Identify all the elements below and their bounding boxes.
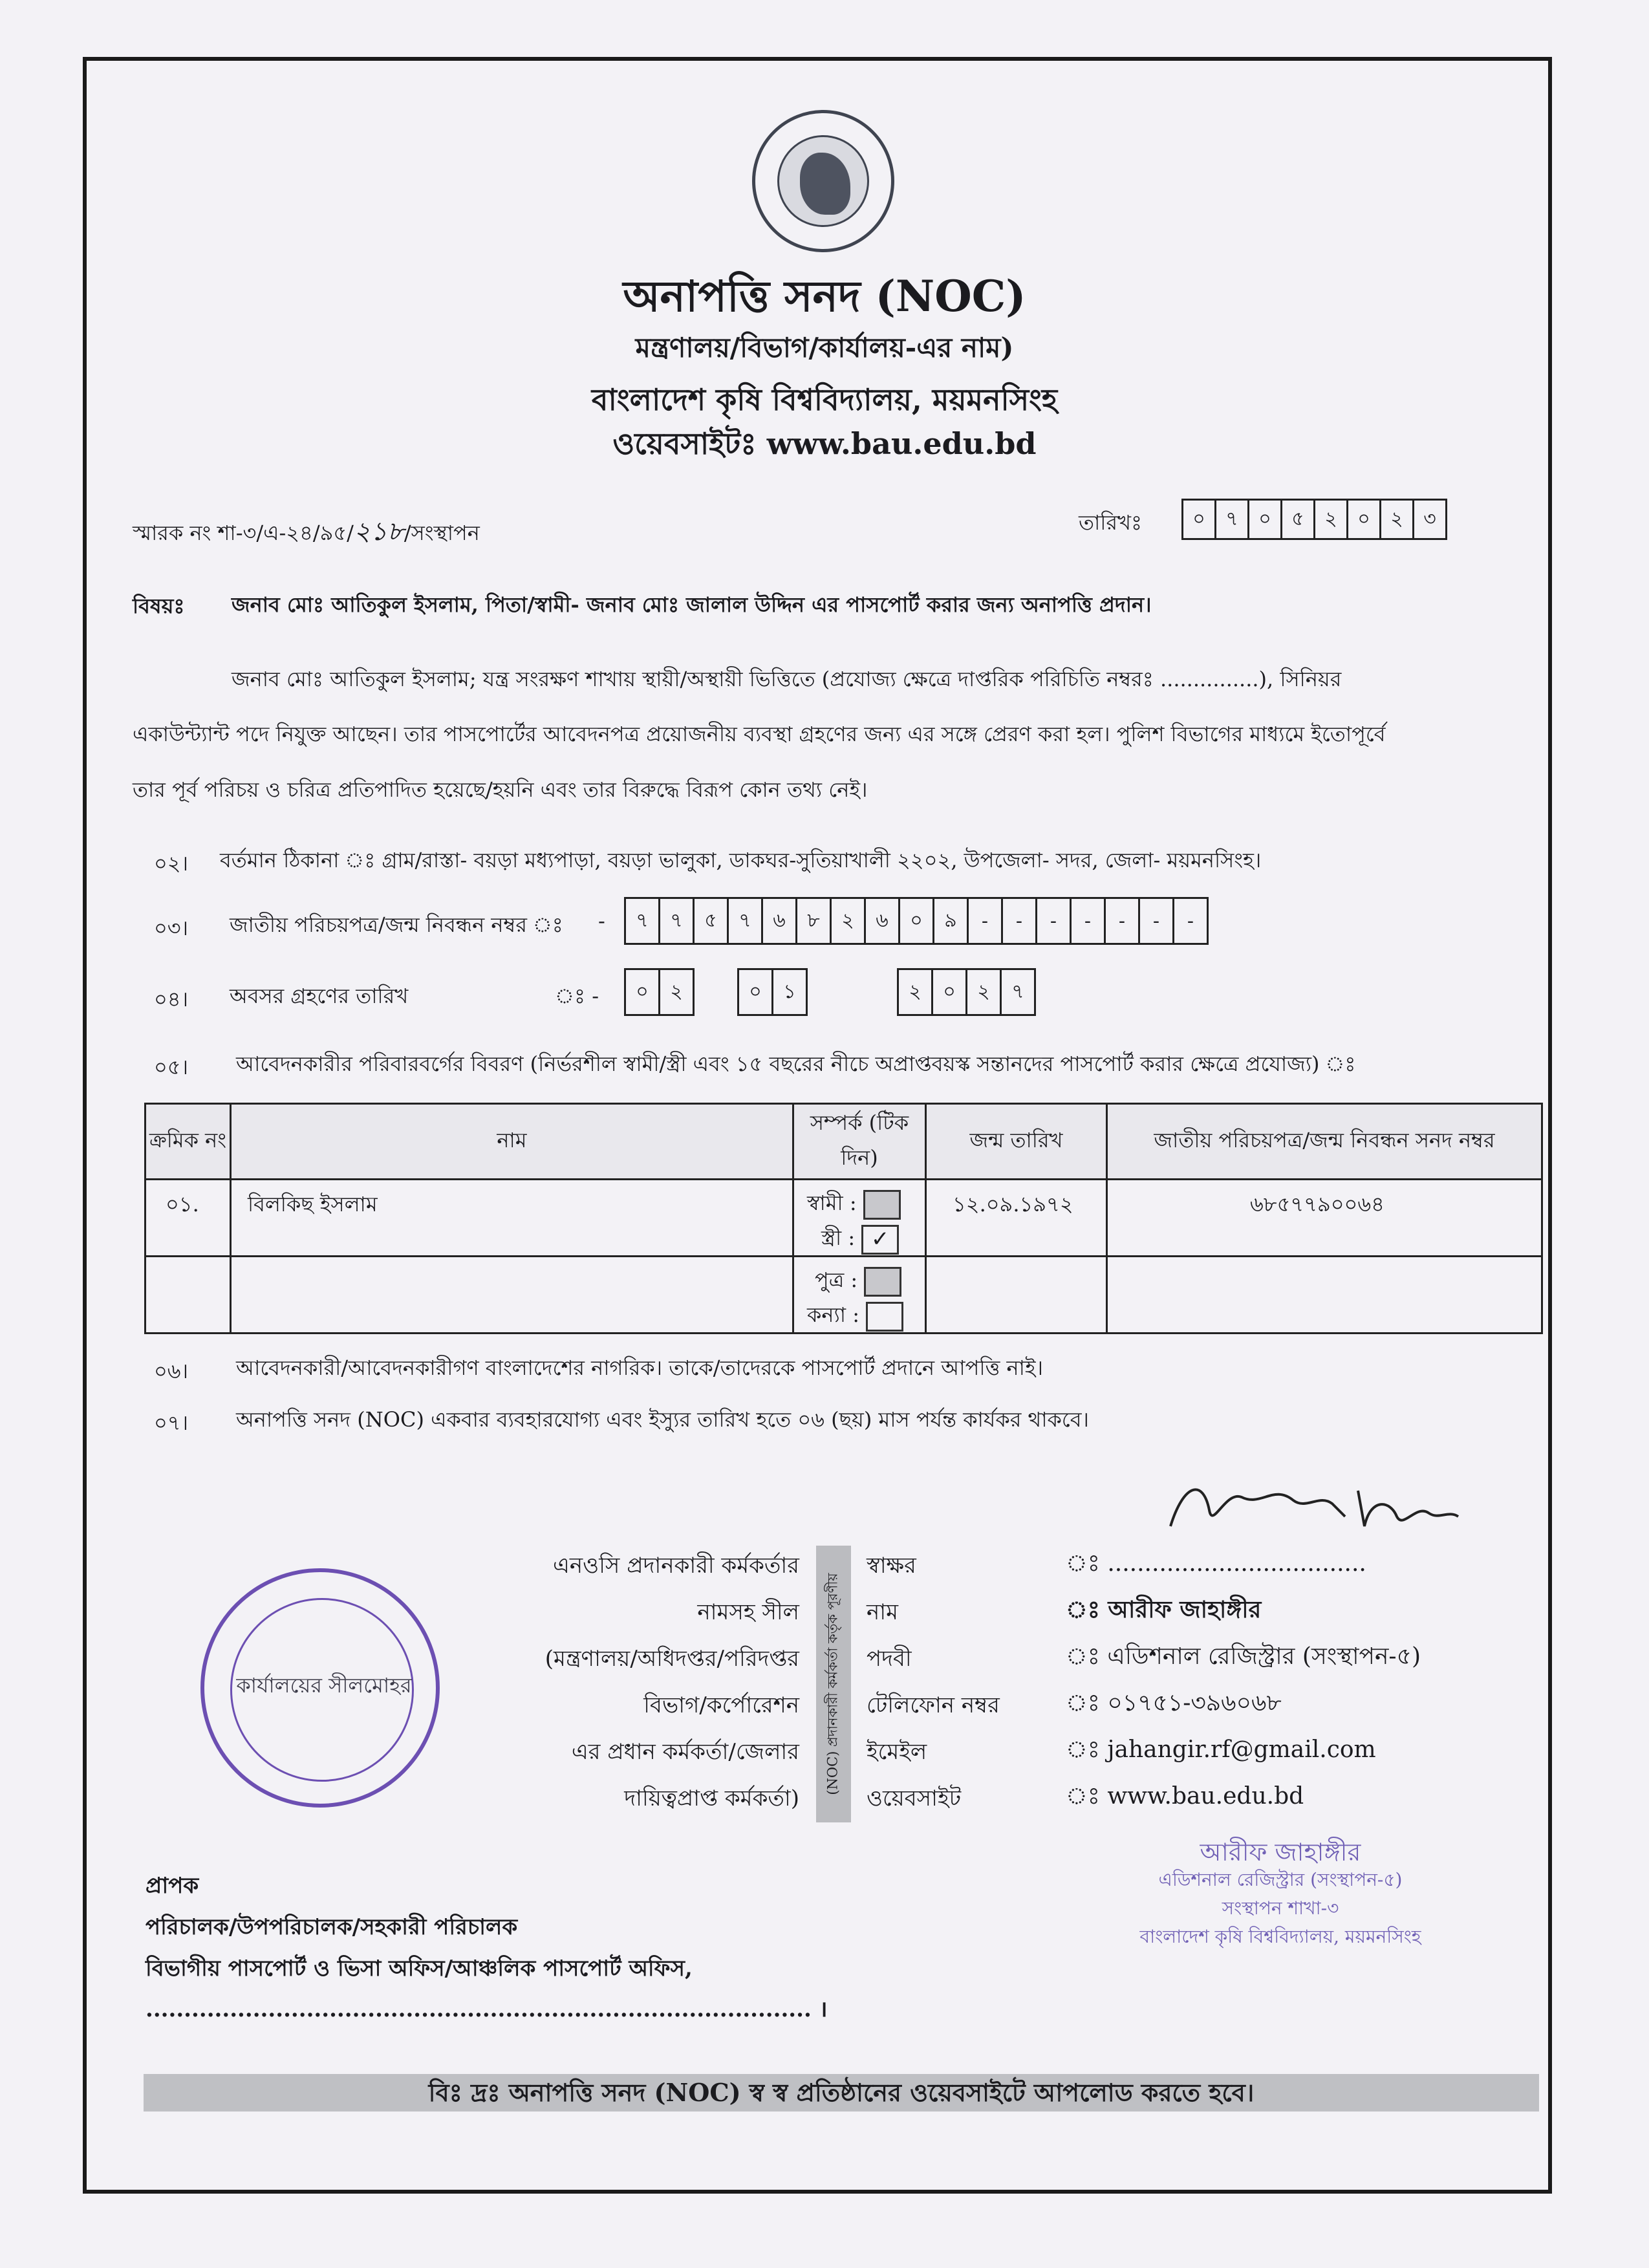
row-nid [1107,1257,1542,1334]
recipient-line: পরিচালক/উপপরিচালক/সহকারী পরিচালক [146,1914,518,1940]
item-05-text: আবেদনকারীর পরিবারবর্গের বিবরণ (নির্ভরশীল স্বামী/স্ত্রী এবং ১৫ বছরের নীচে অপ্রাপ্তবয়স্ক সন্তানদের পাসপোর্ট করার ক্ষেত্রে প্রযোজ্য) ঃ [236,1052,1356,1076]
wife-checkbox[interactable]: ✓ [861,1225,899,1255]
row-name [231,1257,793,1334]
row-nid: ৬৮৫৭৭৯০০৬৪ [1107,1180,1542,1257]
item-06-text: আবেদনকারী/আবেদনকারীগণ বাংলাদেশের নাগরিক। তাকে/তাদেরকে পাসপোর্ট প্রদানে আপত্তি নাই। [236,1355,1044,1380]
relation-husband-label: স্বামী : [807,1191,857,1215]
digit-box: ১ [771,968,808,1016]
digit-box: ২ [658,968,695,1016]
office-stamp-text: কার্যালয়ের সীলমোহর [236,1673,412,1698]
digit-box: ৬ [761,897,797,945]
officer-field-label: ওয়েবসাইট [867,1786,962,1811]
officer-left-line: এনওসি প্রদানকারী কর্মকর্তার [553,1553,799,1579]
family-table [144,1103,1543,1334]
officer-field-label: ইমেইল [867,1739,927,1765]
item-03-dash: - [598,909,605,933]
subject-label: বিষয়ঃ [133,594,185,618]
website-line: ওয়েবসাইটঃ www.bau.edu.bd [612,426,1037,461]
signature-image [1164,1471,1461,1542]
subject-text: জনাব মোঃ আতিকুল ইসলাম, পিতা/স্বামী- জনাব মোঃ জালাল উদ্দিন এর পাসপোর্ট করার জন্য অনাপত্তি প্রদান। [232,592,1152,617]
item-03-label: জাতীয় পরিচয়পত্র/জন্ম নিবন্ধন নম্বর ঃ [230,913,563,937]
table-row [146,1180,1542,1257]
digit-box: ০ [1181,499,1216,540]
digit-box: ৭ [727,897,763,945]
ministry-line: মন্ত্রণালয়/বিভাগ/কার্যালয়-এর নাম) [635,332,1014,363]
digit-box: ৭ [1000,968,1036,1016]
daughter-checkbox[interactable] [866,1302,903,1332]
officer-field-value: ঃ আরীফ জাহাঙ্গীর [1066,1596,1262,1623]
digit-box: - [1104,897,1140,945]
digit-box: ০ [1346,499,1381,540]
name-stamp-line: বাংলাদেশ কৃষি বিশ্ববিদ্যালয়, ময়মনসিংহ [1139,1926,1421,1947]
date-boxes [1183,499,1447,540]
digit-box: ৬ [864,897,900,945]
body-line-3: তার পূর্ব পরিচয় ও চরিত্র প্রতিপাদিত হয়েছে/হয়নি এবং তার বিরুদ্ধে বিরূপ কোন তথ্য নেই। [133,777,868,802]
officer-field-value: ঃ jahangir.rf@gmail.com [1066,1736,1376,1763]
officer-left-line: দায়িত্বপ্রাপ্ত কর্মকর্তা) [624,1786,799,1811]
digit-box: ৫ [693,897,729,945]
digit-box: - [1138,897,1174,945]
government-seal [752,110,894,252]
officer-field-label: টেলিফোন নম্বর [867,1692,1000,1718]
digit-box: ৫ [1280,499,1315,540]
row-relation [793,1180,926,1257]
name-stamp-line: সংস্থাপন শাখা-৩ [1222,1897,1339,1919]
officer-field-value: ঃ এডিশনাল রেজিস্ট্রার (সংস্থাপন-৫) [1066,1643,1421,1670]
digit-box: ২ [965,968,1002,1016]
name-stamp-line: এডিশনাল রেজিস্ট্রার (সংস্থাপন-৫) [1158,1869,1403,1890]
body-line-2: একাউন্ট্যান্ট পদে নিযুক্ত আছেন। তার পাসপোর্টের আবেদনপত্র প্রয়োজনীয় ব্যবস্থা গ্রহণের জন্য এর সঙ্গে প্রেরণ করা হল। পুলিশ বিভাগের মাধ্যমে ইতোপূর্বে [133,722,1386,746]
digit-box: ২ [830,897,866,945]
digit-box: ৮ [795,897,832,945]
officer-field-value: ঃ www.bau.edu.bd [1066,1783,1304,1809]
item-02-address: বর্তমান ঠিকানা ঃ গ্রাম/রাস্তা- বয়ড়া মধ্যপাড়া, বয়ড়া ভালুকা, ডাকঘর-সুতিয়াখালী ২২০২, উপজেলা- সদর, জেলা- ময়মনসিংহ। [220,848,1262,872]
recipient-line: প্রাপক [146,1873,199,1899]
item-07-text: অনাপত্তি সনদ (NOC) একবার ব্যবহারযোগ্য এবং ইস্যুর তারিখ হতে ০৬ (ছয়) মাস পর্যন্ত কার্যকর থাকবে। [236,1407,1089,1432]
date-label: তারিখঃ [1079,510,1143,535]
digit-box: ২ [1313,499,1348,540]
digit-box: ২ [897,968,933,1016]
officer-field-label: নাম [867,1599,899,1625]
digit-box: ০ [737,968,773,1016]
header-nid: জাতীয় পরিচয়পত্র/জন্ম নিবন্ধন সনদ নম্বর [1107,1104,1542,1180]
body-line-1: জনাব মোঃ আতিকুল ইসলাম; যন্ত্র সংরক্ষণ শাখায় স্থায়ী/অস্থায়ী ভিত্তিতে (প্রযোজ্য ক্ষেত্রে দাপ্তরিক পরিচিতি নম্বরঃ ...............), সিনিয়র [232,667,1342,691]
digit-box: - [1001,897,1037,945]
digit-box: ৯ [932,897,969,945]
item-04-label: অবসর গ্রহণের তারিখ [230,984,409,1008]
recipient-line: বিভাগীয় পাসপোর্ট ও ভিসা অফিস/আঞ্চলিক পাসপোর্ট অফিস, [146,1956,693,1982]
retire-month-boxes [739,968,808,1016]
header-serial: ক্রমিক নং [146,1104,231,1180]
officer-left-line: এর প্রধান কর্মকর্তা/জেলার [571,1739,799,1765]
memo-number: স্মারক নং শা-৩/এ-২৪/৯৫/২১৮/সংস্থাপন [133,517,480,546]
header-relation: সম্পর্ক (টিক দিন) [793,1104,926,1180]
relation-daughter-label: কন্যা : [807,1302,859,1327]
item-07-number: ০৭। [154,1410,189,1435]
item-04-separator: ঃ - [555,984,599,1008]
document-title: অনাপত্তি সনদ (NOC) [623,271,1026,321]
officer-left-line: (মন্ত্রণালয়/অধিদপ্তর/পরিদপ্তর [544,1646,799,1672]
recipient-line: ....................................................................................... । [146,1996,828,2022]
digit-box: ৭ [1214,499,1249,540]
university-name: বাংলাদেশ কৃষি বিশ্ববিদ্যালয়, ময়মনসিংহ [591,382,1058,417]
table-row [146,1257,1542,1334]
digit-box: ০ [898,897,934,945]
row-serial: ০১. [146,1180,231,1257]
digit-box: - [967,897,1003,945]
row-serial [146,1257,231,1334]
officer-left-line: বিভাগ/কর্পোরেশন [643,1692,799,1718]
officer-strip: (NOC) প্রদানকারী কর্মকর্তা কর্তৃক পূরণীয় [816,1546,851,1822]
row-dob: ১২.০৯.১৯৭২ [926,1180,1107,1257]
row-relation [793,1257,926,1334]
relation-son-label: পুত্র : [815,1268,858,1292]
retire-year-boxes [899,968,1036,1016]
digit-box: ০ [931,968,967,1016]
item-04-number: ০৪। [154,987,189,1011]
name-stamp-line: আরীফ জাহাঙ্গীর [1200,1838,1361,1866]
officer-field-label: পদবী [867,1646,912,1672]
son-checkbox[interactable] [864,1267,901,1297]
digit-box: ৭ [658,897,695,945]
digit-box: - [1172,897,1209,945]
row-name: বিলকিছ ইসলাম [231,1180,793,1257]
header-dob: জন্ম তারিখ [926,1104,1107,1180]
office-stamp [200,1568,440,1808]
husband-checkbox[interactable] [863,1190,901,1220]
officer-field-value: ঃ ০১৭৫১-৩৯৬০৬৮ [1066,1690,1282,1716]
header-name: নাম [231,1104,793,1180]
digit-box: ০ [1247,499,1282,540]
digit-box: ৩ [1412,499,1447,540]
officer-field-label: স্বাক্ষর [867,1553,916,1579]
bangladesh-map-icon [800,153,850,215]
item-06-number: ০৬। [154,1359,189,1383]
digit-box: - [1035,897,1072,945]
nid-boxes [626,897,1209,945]
digit-box: ২ [1379,499,1414,540]
footer-note: বিঃ দ্রঃ অনাপত্তি সনদ (NOC) স্ব স্ব প্রতিষ্ঠানের ওয়েবসাইটে আপলোড করতে হবে। [144,2074,1539,2111]
item-02-number: ০২। [154,851,189,876]
table-header-row [146,1104,1542,1180]
officer-left-line: নামসহ সীল [697,1599,799,1625]
row-dob [926,1257,1107,1334]
retire-day-boxes [626,968,695,1016]
digit-box: - [1070,897,1106,945]
item-03-number: ০৩। [154,916,189,940]
digit-box: ৭ [624,897,660,945]
item-05-number: ০৫। [154,1055,189,1079]
officer-field-value: ঃ ................................... [1066,1550,1366,1577]
digit-box: ০ [624,968,660,1016]
relation-wife-label: স্ত্রী : [821,1226,856,1250]
